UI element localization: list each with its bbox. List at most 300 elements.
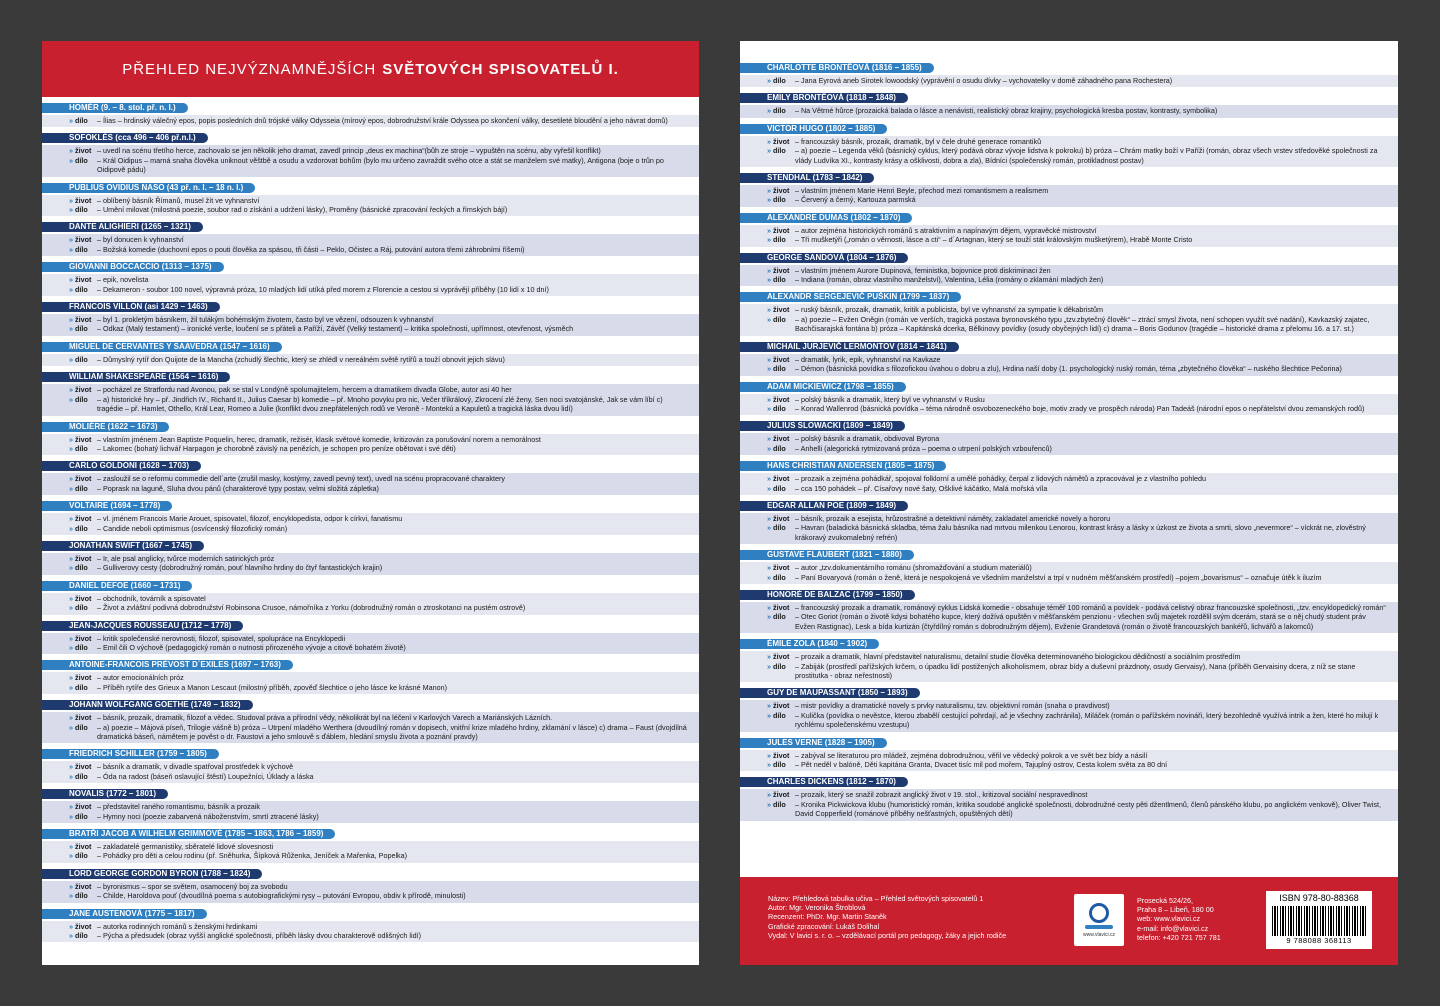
author-entry — [42, 256, 699, 296]
detail-label: » dílo — [69, 603, 97, 612]
detail-row — [69, 315, 699, 324]
detail-row — [69, 116, 699, 125]
author-entry — [740, 167, 1398, 207]
author-entry — [740, 376, 1398, 416]
detail-label: » život — [767, 514, 795, 523]
author-details — [740, 136, 1398, 167]
detail-label: » dílo — [767, 484, 795, 493]
detail-text: – autorka rodinných románů s ženskými hrdinkami — [97, 921, 258, 931]
detail-label: » dílo — [767, 364, 795, 373]
detail-row — [69, 444, 699, 453]
author-entry — [42, 823, 699, 863]
detail-row — [69, 772, 699, 781]
author-entry — [740, 682, 1398, 731]
author-name: HONORÉ DE BALZAC (1799 – 1850) — [740, 590, 915, 600]
author-entry — [740, 247, 1398, 287]
detail-text: – Otec Goriot (román o životě kdysi bohatého kupce, který dožívá opuštěn v měšťanském penzionu - všechen svůj majetek rozdělil svým dcerám, stará se o něj chudý student práv Evžen Rastignac), Lesk a bída kurtizán (čtyřdílný román s dobrodružným dějem), Evženie Grandetová (román o životě francouzských bankéřů, lichvářů a lakomců) — [795, 612, 1366, 631]
author-name: ALEXANDR SERGEJEVIČ PUŠKIN (1799 – 1837) — [740, 292, 961, 302]
detail-label: » dílo — [69, 931, 97, 940]
detail-row — [767, 364, 1398, 373]
author-name: JANE AUSTENOVÁ (1775 – 1817) — [42, 909, 207, 919]
author-entry — [42, 863, 699, 903]
detail-label: » dílo — [69, 395, 97, 414]
author-entry — [42, 216, 699, 256]
detail-row — [69, 842, 699, 851]
detail-text: – pocházel ze Stratfordu nad Avonou, pak se stal v Londýně spolumajitelem, hercem a dramatikem divadla Globe, autor asi 40 her — [97, 385, 512, 395]
detail-row — [69, 673, 699, 682]
author-name: VICTOR HUGO (1802 – 1885) — [740, 124, 887, 134]
detail-text: – zakladatelé germanistiky, sběratelé lidové slovesnosti — [97, 842, 274, 852]
detail-row — [69, 385, 699, 394]
detail-row — [767, 434, 1398, 443]
author-entry — [42, 366, 699, 415]
author-details — [740, 354, 1398, 376]
detail-text: – Jana Eyrová aneb Sirotek lowoodský (vyprávění o osudu dívky – vychovatelky v domě záhadného pana Rochestera) — [795, 76, 1173, 85]
author-name: MIGUEL DE CERVANTES Y SAAVEDRA (1547 – 1616) — [42, 342, 282, 352]
detail-text: – Kulička (povídka o nevěstce, kterou zbabělí cestující pohrdají, ač je všechny zachránila), Miláček (román o pařížském novináři, který bezohledně využívá intrik a žen, které ho milují k rychlému společenskému vzestupu) — [795, 710, 1379, 730]
detail-row — [69, 563, 699, 572]
detail-text: – epik, novelista — [97, 275, 149, 285]
detail-row — [767, 790, 1398, 799]
detail-text: – zabýval se literaturou pro mládež, zejména dobrodružnou, věřil ve vědecký pokrok a ve svět bez bídy a násilí — [795, 750, 1148, 760]
address-line: telefon: +420 721 757 781 — [1137, 932, 1221, 942]
detail-text: – obchodník, továrník a spisovatel — [97, 593, 206, 603]
detail-label: » dílo — [69, 444, 97, 453]
detail-text: – a) historické hry – př. Jindřich IV., Richard II., Julius Caesar b) komedie – př. Mnoho povyku pro nic, Večer tříkrálový, Zkrocení zlé ženy, Sen noci svatojánské, Jak se vám líbí c) tragédie – př. Hamlet, Othello, Král Lear, Romeo a Julie (konflikt dvou znepřátelených rodů ve Veroně - Montekú a Kapuletů a tragická láska dvou lidí) — [97, 394, 663, 414]
author-entry — [740, 495, 1398, 544]
detail-label: » dílo — [767, 711, 795, 730]
detail-label: » dílo — [767, 146, 795, 165]
author-name: MOLIÉRE (1622 – 1673) — [42, 422, 169, 432]
author-entry — [740, 732, 1398, 772]
detail-row — [69, 484, 699, 493]
author-entry — [740, 336, 1398, 376]
author-entry — [42, 654, 699, 694]
detail-row — [69, 851, 699, 860]
detail-row — [767, 474, 1398, 483]
detail-text: – vlastním jménem Marie Henri Beyle, přechod mezi romantismem a realismem — [795, 186, 1049, 196]
author-details — [42, 314, 699, 336]
detail-text: – vlastním jménem Jean Baptiste Poquelin, herec, dramatik, režisér, klasik světové komedie, kritizován za porušování norem a nemorálnost — [97, 434, 541, 444]
logo-url: www.vlavici.cz — [1083, 931, 1115, 938]
detail-row — [767, 137, 1398, 146]
detail-label: » dílo — [767, 662, 795, 681]
author-details — [42, 712, 699, 743]
author-name: ANTOINE-FRANCOIS PRÉVOST D´EXILES (1697 – 1763) — [42, 660, 293, 670]
author-name: BRATŘI JACOB A WILHELM GRIMMOVÉ (1785 – 1863, 1786 – 1859) — [42, 829, 335, 839]
detail-row — [69, 634, 699, 643]
author-details — [42, 274, 699, 296]
detail-row — [69, 643, 699, 652]
detail-row — [69, 196, 699, 205]
detail-label: » život — [767, 395, 795, 404]
detail-row — [767, 563, 1398, 572]
detail-row — [69, 355, 699, 364]
detail-text: – Pohádky pro děti a celou rodinu (př. Sněhurka, Šípková Růženka, Jeníček a Mařenka, Popelka) — [97, 851, 408, 861]
detail-text: – Příběh rytíře des Grieux a Manon Lescaut (milostný příběh, zpověď šlechtice o jeho lásce ke krásné Manon) — [97, 682, 447, 692]
detail-label: » život — [69, 634, 97, 643]
detail-label: » život — [69, 713, 97, 722]
detail-label: » život — [69, 385, 97, 394]
detail-text: – Život a zvláštní podivná dobrodružství Robinsona Crusoe, námořníka z Yorku (dobrodružný román o ztroskotanci na pustém ostrově) — [97, 603, 526, 613]
author-name: STENDHAL (1783 – 1842) — [740, 173, 874, 183]
author-details — [740, 265, 1398, 287]
detail-label: » život — [767, 305, 795, 314]
detail-text: – kritik společenské nerovnosti, filozof, spisovatel, spolupráce na Encyklopedii — [97, 633, 346, 643]
detail-text: – Dekameron - soubor 100 novel, výpravná próza, 10 mladých lidí utíká před morem z Florencie a cestou si vyprávějí příběhy (10 lidí x 10 dní) — [97, 284, 549, 294]
detail-label: » dílo — [69, 355, 97, 364]
detail-label: » život — [767, 266, 795, 275]
colophon-line: Grafické zpracování: Lukáš Dolihal — [768, 921, 880, 931]
detail-row — [69, 723, 699, 742]
author-details — [42, 354, 699, 366]
detail-text: – Hymny noci (poezie zabarvená náboženstvím, smrtí ztracené lásky) — [97, 811, 319, 821]
author-name: JULES VERNE (1828 – 1905) — [740, 738, 887, 748]
detail-label: » dílo — [767, 523, 795, 542]
author-entry — [740, 118, 1398, 167]
author-name: FRANCOIS VILLON (asi 1429 – 1463) — [42, 302, 220, 312]
author-name: LORD GEORGE GORDON BYRON (1788 – 1824) — [42, 869, 262, 879]
detail-text: – básník, prozaik, dramatik, filozof a vědec. Studoval práva a přírodní vědy, několikrát byl na léčení v Karlových Varech a Mariánských Lázních. — [97, 713, 553, 723]
detail-label: » život — [69, 762, 97, 771]
detail-row — [69, 514, 699, 523]
title-bold: SVĚTOVÝCH SPISOVATELŮ I. — [382, 60, 619, 78]
detail-text: – Na Větrné hůrce (prozaická balada o lásce a nenávisti, realistický obraz krajiny, psychologická kresba postav, kontrasty, symbolika) — [795, 106, 1218, 116]
detail-row — [69, 891, 699, 900]
author-details — [42, 801, 699, 823]
author-name: GUSTAVE FLAUBERT (1821 – 1880) — [740, 550, 914, 560]
author-details — [42, 881, 699, 903]
detail-text: – Červený a černý, Kartouza parmská — [795, 195, 916, 205]
detail-label: » dílo — [767, 573, 795, 582]
detail-text: – Gulliverovy cesty (dobrodružný román, pouť hlavního hrdiny do čtyř fantastických krajin) — [97, 563, 383, 573]
detail-label: » dílo — [767, 404, 795, 413]
author-entry — [42, 127, 699, 176]
detail-row — [69, 205, 699, 214]
author-entry — [740, 633, 1398, 682]
detail-text: – Odkaz (Malý testament) – ironické verše, loučení se s přáteli a Paříží, Závěť (Velký testament) – kritika společnosti, upřímnost, otevřenost, výsměch — [97, 324, 574, 334]
author-name: GEORGE SANDOVÁ (1804 – 1876) — [740, 253, 908, 263]
author-entry — [42, 575, 699, 615]
detail-row — [69, 683, 699, 692]
detail-text: – a) poezie – Evžen Oněgin (román ve verších, tragická postava byronovského typu „tzv.zbytečný člověk“ – ztrácí smysl života, není schopen využít své nadání), Kavkazský zajatec, Bachčisarajská fontána b) próza – Kapitánská dcerka, Bělkinovy povídky (osudy obyčejných lidí) c) drama – Boris Godunov (tragédie – historické drama z přelomu 16. a 17. st.) — [795, 314, 1370, 334]
detail-row — [69, 235, 699, 244]
detail-text: – Indiana (román, obraz vlastního manželství), Valentina, Lélia (romány o zklamání mladých žen) — [795, 275, 1104, 285]
detail-row — [767, 195, 1398, 204]
detail-label: » život — [767, 226, 795, 235]
detail-text: – Emil čili O výchově (pedagogický román o nutnosti přirozeného vývoje a citově bohatém životě) — [97, 642, 406, 652]
title-banner — [42, 41, 699, 97]
author-details — [42, 234, 699, 256]
author-entry — [42, 903, 699, 943]
detail-text: – představitel raného romantismu, básník a prozaik — [97, 802, 260, 812]
author-name: CHARLES DICKENS (1812 – 1870) — [740, 777, 908, 787]
detail-label: » dílo — [69, 245, 97, 254]
author-entry — [740, 207, 1398, 247]
author-details — [740, 394, 1398, 416]
detail-text: – autor zejména historických románů s atraktivním a napínavým dějem, vypravěcké mistrovství — [795, 225, 1097, 235]
author-name: WILLIAM SHAKESPEARE (1564 – 1616) — [42, 372, 230, 382]
colophon-line: Recenzent: PhDr. Mgr. Martin Staněk — [768, 912, 887, 922]
detail-label: » život — [69, 594, 97, 603]
detail-text: – Konrad Wallenrod (básnická povídka – téma národně osvobozeneckého boje, motiv zrady ve prospěch národa) Pan Tadeáš (národní epos o nepřátelství dvou zemanských rodů) — [795, 403, 1365, 413]
author-name: HOMÉR (9. – 8. stol. př. n. l.) — [42, 103, 188, 113]
detail-text: – vlastním jménem Aurore Dupinová, feministka, bojovnice proti diskriminaci žen — [795, 265, 1051, 275]
detail-row — [69, 713, 699, 722]
author-entry — [740, 57, 1398, 87]
detail-label: » dílo — [69, 891, 97, 900]
author-entry — [42, 416, 699, 456]
detail-text: – Óda na radost (báseň oslavující štěstí) Loupežníci, Úklady a láska — [97, 771, 314, 781]
detail-label: » život — [767, 603, 795, 612]
detail-text: – polský básník a dramatik, který byl ve vyhnanství v Rusku — [795, 394, 985, 404]
author-details — [42, 434, 699, 456]
detail-row — [69, 156, 699, 175]
detail-row — [767, 146, 1398, 165]
author-entry — [42, 495, 699, 535]
author-name: JOHANN WOLFGANG GOETHE (1749 – 1832) — [42, 700, 253, 710]
author-entry — [740, 584, 1398, 633]
author-details — [740, 700, 1398, 731]
author-details — [42, 633, 699, 655]
author-details — [42, 145, 699, 176]
detail-label: » dílo — [69, 772, 97, 781]
author-details — [42, 513, 699, 535]
detail-label: » dílo — [69, 524, 97, 533]
detail-label: » dílo — [69, 723, 97, 742]
detail-text: – cca 150 pohádek – př. Císařovy nové šaty, Ošklivé káčátko, Malá mořská víla — [795, 483, 1048, 493]
detail-text: – a) poezie – Májová píseň, Trilogie vášně b) próza – Utrpení mladého Werthera (dvoudílný román v dopisech, vnitřní krize mladého hrdiny, zklamání v lásce) c) drama – Faust (dvojdílná dramatická báseň, námětem je pověst o dr. Faustovi a jeho smlouvě s ďáblem, hledání smyslu života a poznání pravdy) — [97, 722, 687, 741]
detail-label: » dílo — [69, 205, 97, 214]
detail-label: » život — [767, 701, 795, 710]
footer — [740, 877, 1398, 965]
detail-text: – autor emocionálních próz — [97, 673, 184, 683]
author-details — [42, 473, 699, 495]
detail-text: – Candide neboli optimismus (osvícenský filozofický román) — [97, 523, 288, 533]
author-details — [42, 195, 699, 217]
detail-label: » život — [69, 196, 97, 205]
detail-label: » dílo — [767, 760, 795, 769]
address-line: e-mail: info@vlavici.cz — [1137, 923, 1209, 933]
author-details — [740, 75, 1398, 87]
isbn-block — [1266, 891, 1372, 949]
address-line: web: www.vlavici.cz — [1137, 914, 1201, 924]
detail-text: – Lakomec (bohatý lichvář Harpagon je chorobně závislý na penězích, je schopen pro peníze obětovat i své děti) — [97, 443, 456, 453]
author-name: SOFOKLÉS (cca 496 – 406 př.n.l.) — [42, 133, 208, 143]
detail-text: – oblíbený básník Římanů, musel žít ve vyhnanství — [97, 195, 260, 205]
detail-label: » dílo — [69, 116, 97, 125]
detail-text: – francouzský prozaik a dramatik, románový cyklus Lidská komedie - obsahuje téměř 100 románů a povídek - podává celistvý obraz francouzské společnosti, „tzv. encyklopedický román“ — [795, 602, 1386, 612]
detail-label: » dílo — [767, 315, 795, 334]
author-name: JEAN-JACQUES ROUSSEAU (1712 – 1778) — [42, 621, 243, 631]
detail-label: » dílo — [69, 156, 97, 175]
left-author-list — [42, 97, 699, 942]
author-details — [42, 384, 699, 415]
detail-label: » život — [69, 922, 97, 931]
detail-label: » dílo — [69, 285, 97, 294]
detail-label: » život — [767, 563, 795, 572]
author-details — [740, 225, 1398, 247]
detail-row — [767, 484, 1398, 493]
detail-text: – Paní Bovaryová (román o ženě, která je nespokojená ve všedním manželství a trpí v nudném měšťanském prostředí) –pojem „bovarismus“ – označuje útěk k iluzím — [795, 572, 1322, 582]
author-details — [42, 921, 699, 943]
detail-text: – prozaik, který se snažil zobrazit anglický život v 19. stol., kritizoval sociální nespravedlnost — [795, 790, 1088, 800]
author-entry — [42, 97, 699, 127]
detail-text: – Božská komedie (duchovní epos o pouti člověka za spásou, tři části – Peklo, Očistec a Ráj, putování autora třemi záhrobními říšemi) — [97, 244, 525, 254]
author-entry — [740, 415, 1398, 455]
detail-text: – mistr povídky a dramatické novely s prvky naturalismu, tzv. objektivní román (snaha o pravdivost) — [795, 701, 1110, 711]
author-details — [740, 750, 1398, 772]
author-name: CARLO GOLDONI (1628 – 1703) — [42, 461, 201, 471]
author-name: FRIEDRICH SCHILLER (1759 – 1805) — [42, 749, 219, 759]
detail-text: – uvedl na scénu třetího herce, zachovalo se jen několik jeho dramat, zavedl princip „deus ex machina“(bůh ze stroje – vypuštěn na scénu, aby vyřešil konflikt) — [97, 146, 601, 156]
detail-row — [767, 266, 1398, 275]
author-name: ADAM MICKIEWICZ (1798 – 1855) — [740, 382, 906, 392]
detail-row — [767, 603, 1398, 612]
author-name: VOLTAIRE (1694 – 1778) — [42, 501, 172, 511]
detail-text: – Zabiják (prostředí pařížských krčem, o úpadku lidí postižených alkoholismem, obraz bídy a duševní prázdnoty, osudy Gervaisy), Nana (příběh Gervaisiny dcera, z níž se stane prostitutka - obraz neřestnosti) — [795, 661, 1356, 680]
detail-text: – Král Oidipus – marná snaha člověka uniknout věštbě a osudu a vzdorovat bohům (bylo mu určeno zavraždit svého otce a stát se manželem své matky), Antigona (boje o trůn po Oidipově pádu) — [97, 155, 664, 175]
detail-label: » život — [767, 652, 795, 661]
author-entry — [42, 455, 699, 495]
detail-label: » dílo — [767, 76, 795, 85]
detail-label: » život — [767, 751, 795, 760]
author-entry — [42, 694, 699, 743]
detail-label: » život — [69, 673, 97, 682]
detail-label: » dílo — [69, 484, 97, 493]
detail-text: – Démon (básnická povídka s filozofickou úvahou o dobru a zlu), Hrdina naší doby (1. psychologický ruský román, téma „zbytečného člověka“ – ruského šlechtice Pečorina) — [795, 364, 1342, 374]
detail-text: – Ir, ale psal anglicky, tvůrce moderních satirických próz — [97, 553, 275, 563]
detail-row — [767, 800, 1398, 819]
detail-text: – prozaik a dramatik, hlavní představitel naturalismu, detailní studie člověka determinovaného biologickou dědičností a sociálním prostředím — [795, 652, 1241, 662]
detail-row — [69, 395, 699, 414]
detail-row — [767, 355, 1398, 364]
detail-label: » život — [69, 435, 97, 444]
detail-text: – francouzský básník, prozaik, dramatik, byl v čele druhé generace romantiků — [795, 136, 1042, 146]
detail-label: » život — [69, 315, 97, 324]
detail-label: » dílo — [69, 324, 97, 333]
author-name: GUY DE MAUPASSANT (1850 – 1893) — [740, 688, 920, 698]
detail-label: » život — [767, 137, 795, 146]
author-entry — [42, 296, 699, 336]
detail-text: – ruský básník, prozaik, dramatik, kritik a publicista, byl ve vyhnanství za sympatie k děkabristům — [795, 305, 1103, 315]
detail-text: – polský básník a dramatik, obdivoval Byrona — [795, 434, 940, 444]
detail-text: – Pět neděl v balóně, Děti kapitána Granta, Dvacet tisíc mil pod mořem, Tajuplný ostrov, Cesta kolem světa za 80 dní — [795, 760, 1168, 770]
detail-text: – byronismus – spor se světem, osamocený boj za svobodu — [97, 881, 288, 891]
detail-row — [69, 474, 699, 483]
colophon — [768, 894, 1006, 940]
detail-label: » život — [69, 514, 97, 523]
detail-text: – Důmyslný rytíř don Quijote de la Mancha (zchudlý šlechtic, který se zhlédl v nereálném světě rytířů a touží obnovit jejich slávu) — [97, 354, 505, 364]
author-name: NOVALIS (1772 – 1801) — [42, 789, 168, 799]
detail-row — [767, 711, 1398, 730]
detail-text: – vl. jménem Francois Marie Arouet, spisovatel, filozof, encyklopedista, odpor k církvi, fanatismu — [97, 514, 403, 524]
author-name: MICHAIL JURJEVIČ LERMONTOV (1814 – 1841) — [740, 342, 959, 352]
author-entry — [42, 783, 699, 823]
detail-label: » dílo — [69, 812, 97, 821]
detail-text: – Tři mušketýři („román o věrnosti, lásce a cti“ – d´Artagnan, který se touží stát královským mušketýrem), Hrabě Monte Cristo — [795, 235, 1193, 245]
detail-label: » dílo — [767, 235, 795, 244]
detail-label: » život — [767, 186, 795, 195]
author-entry — [42, 743, 699, 783]
detail-text: – dramatik, lyrik, epik, vyhnanství na Kavkaze — [795, 354, 941, 364]
author-details — [42, 593, 699, 615]
detail-row — [767, 751, 1398, 760]
colophon-line: Vydal: V lavici s. r. o. – vzdělávací portál pro pedagogy, žáky a jejich rodiče — [768, 930, 1007, 940]
author-name: ALEXANDRE DUMAS (1802 – 1870) — [740, 213, 912, 223]
detail-row — [767, 662, 1398, 681]
address-line: Praha 8 – Libeň, 180 00 — [1137, 905, 1214, 915]
detail-label: » život — [69, 802, 97, 811]
detail-row — [69, 524, 699, 533]
detail-row — [767, 76, 1398, 85]
detail-row — [69, 435, 699, 444]
detail-label: » dílo — [767, 195, 795, 204]
detail-row — [767, 612, 1398, 631]
colophon-line: Autor: Mgr. Veronika Štroblová — [768, 903, 866, 913]
author-name: CHARLOTTE BRONTËOVÁ (1816 – 1855) — [740, 63, 934, 73]
address-line: Prosecká 524/26, — [1137, 896, 1193, 905]
author-entry — [42, 535, 699, 575]
author-entry — [740, 771, 1398, 820]
author-entry — [42, 336, 699, 366]
detail-row — [69, 554, 699, 563]
colophon-line: Název: Přehledová tabulka učiva – Přehled světových spisovatelů 1 — [768, 894, 984, 903]
detail-row — [69, 275, 699, 284]
author-entry — [42, 615, 699, 655]
right-author-list — [740, 41, 1398, 821]
publisher-logo — [1074, 894, 1124, 946]
detail-row — [69, 812, 699, 821]
detail-row — [69, 324, 699, 333]
author-name: GIOVANNI BOCCACCIO (1313 – 1375) — [42, 262, 224, 272]
author-entry — [740, 544, 1398, 584]
author-details — [740, 513, 1398, 544]
author-details — [740, 602, 1398, 633]
detail-label: » život — [69, 275, 97, 284]
detail-row — [69, 146, 699, 155]
title-light: PŘEHLED NEJVÝZNAMNĚJŠÍCH — [122, 60, 377, 78]
detail-label: » život — [767, 355, 795, 364]
author-entry — [740, 455, 1398, 495]
detail-row — [69, 802, 699, 811]
detail-row — [767, 305, 1398, 314]
detail-label: » dílo — [767, 106, 795, 115]
detail-row — [767, 701, 1398, 710]
detail-label: » život — [69, 235, 97, 244]
author-name: EMILY BRONTËOVÁ (1818 – 1848) — [740, 93, 908, 103]
detail-row — [767, 275, 1398, 284]
detail-row — [767, 235, 1398, 244]
author-details — [740, 651, 1398, 682]
detail-label: » dílo — [767, 800, 795, 819]
detail-row — [69, 594, 699, 603]
detail-text: – byl donucen k vyhnanství — [97, 235, 184, 245]
detail-label: » život — [767, 434, 795, 443]
detail-label: » život — [767, 790, 795, 799]
author-entry — [42, 177, 699, 217]
detail-label: » život — [69, 842, 97, 851]
detail-label: » život — [69, 554, 97, 563]
author-name: JULIUS SLOWACKI (1809 – 1849) — [740, 421, 905, 431]
detail-text: – Umění milovat (milostná poezie, soubor rad o získání a udržení lásky), Proměny (básnické zpracování řeckých a římských bájí) — [97, 205, 508, 215]
author-details — [740, 473, 1398, 495]
detail-row — [767, 315, 1398, 334]
detail-row — [69, 603, 699, 612]
author-details — [42, 761, 699, 783]
detail-row — [767, 395, 1398, 404]
detail-label: » dílo — [767, 444, 795, 453]
